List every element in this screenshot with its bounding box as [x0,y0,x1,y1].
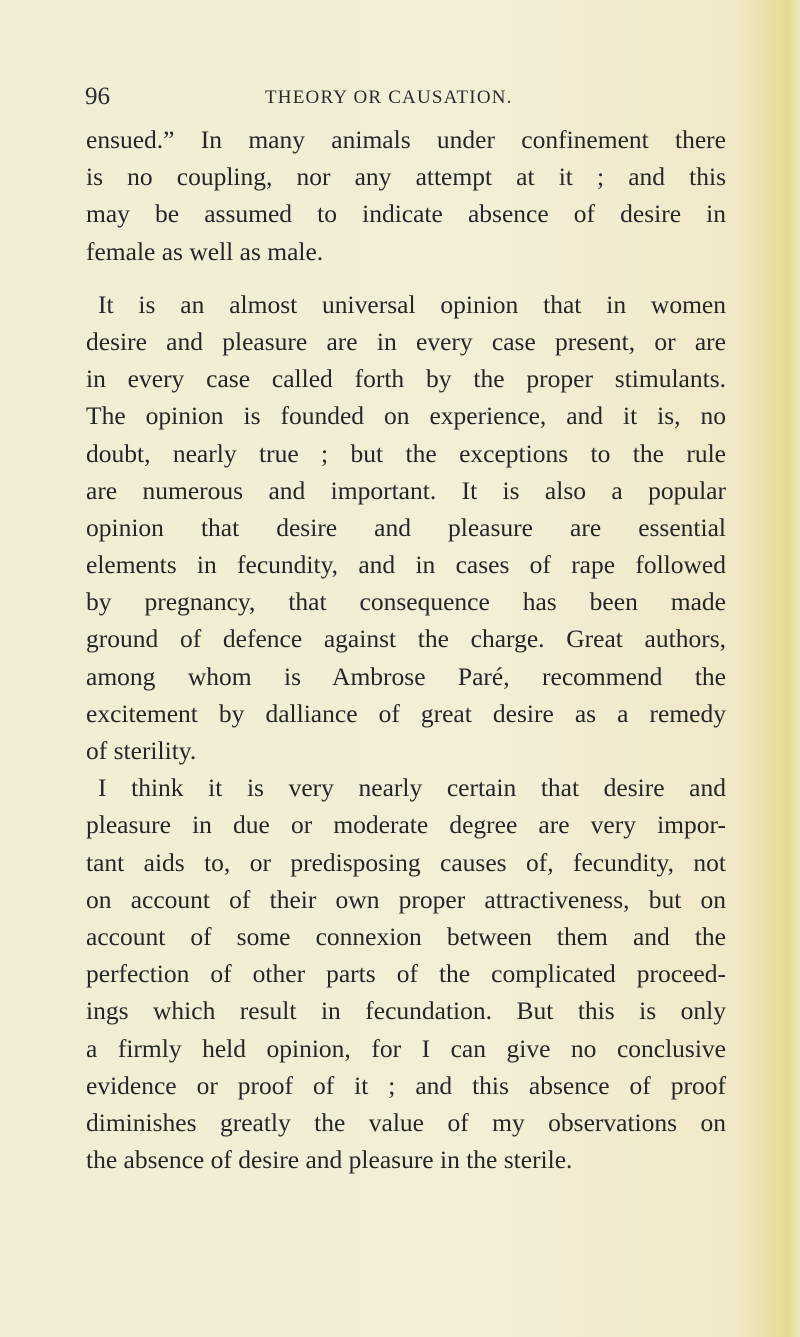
text-line: evidence or proof of it ; and this absence of proof [86,1070,726,1100]
text-line: of sterility. [86,736,197,765]
text-line: doubt, nearly true ; but the exceptions to the rule [86,438,726,468]
text-line: tant aids to, or predisposing causes of, fecundity, not [86,847,726,877]
text-line: elements in fecundity, and in cases of rape followed [86,550,726,580]
text-line: female as well as male. [86,236,324,266]
text-line: It is an almost universal opinion that in women [98,289,726,319]
body-text [86,121,726,1178]
text-line: diminishes greatly the value of my observations on [86,1107,726,1137]
text-line: are numerous and important. It is also a popular [86,475,726,505]
running-head: THEORY OR CAUSATION. [265,87,513,108]
text-line: account of some connexion between them and the [86,921,726,951]
text-line: perfection of other parts of the complicated proceed- [86,959,726,989]
text-line: pleasure in due or moderate degree are very impor- [86,810,726,840]
text-line: in every case called forth by the proper stimulants. [86,364,726,394]
page-number: 96 [85,83,110,110]
paragraph-gap [86,270,726,286]
text-line: ensued.” In many animals under confinement there [86,125,726,154]
text-line: desire and pleasure are in every case present, or are [86,326,726,356]
page-header [85,82,745,112]
text-line: may be assumed to indicate absence of desire in [86,199,726,229]
text-line: on account of their own proper attractiveness, but on [86,884,726,914]
text-line: excitement by dalliance of great desire as a remedy [86,698,726,728]
text-line: ground of defence against the charge. Great authors, [86,624,726,654]
text-line: among whom is Ambrose Paré, recommend the [86,661,726,691]
text-line: by pregnancy, that consequence has been made [86,587,726,617]
text-line: The opinion is founded on experience, and it is, no [86,401,726,431]
text-line: opinion that desire and pleasure are essential [86,512,726,542]
page-edge-shading [776,0,800,1337]
text-line: a firmly held opinion, for I can give no conclusive [86,1033,726,1063]
text-line: is no coupling, nor any attempt at it ; and this [86,162,726,192]
text-line: ings which result in fecundation. But this is only [86,996,726,1026]
text-line: the absence of desire and pleasure in the sterile. [86,1145,573,1175]
text-line: I think it is very nearly certain that desire and [98,773,726,803]
